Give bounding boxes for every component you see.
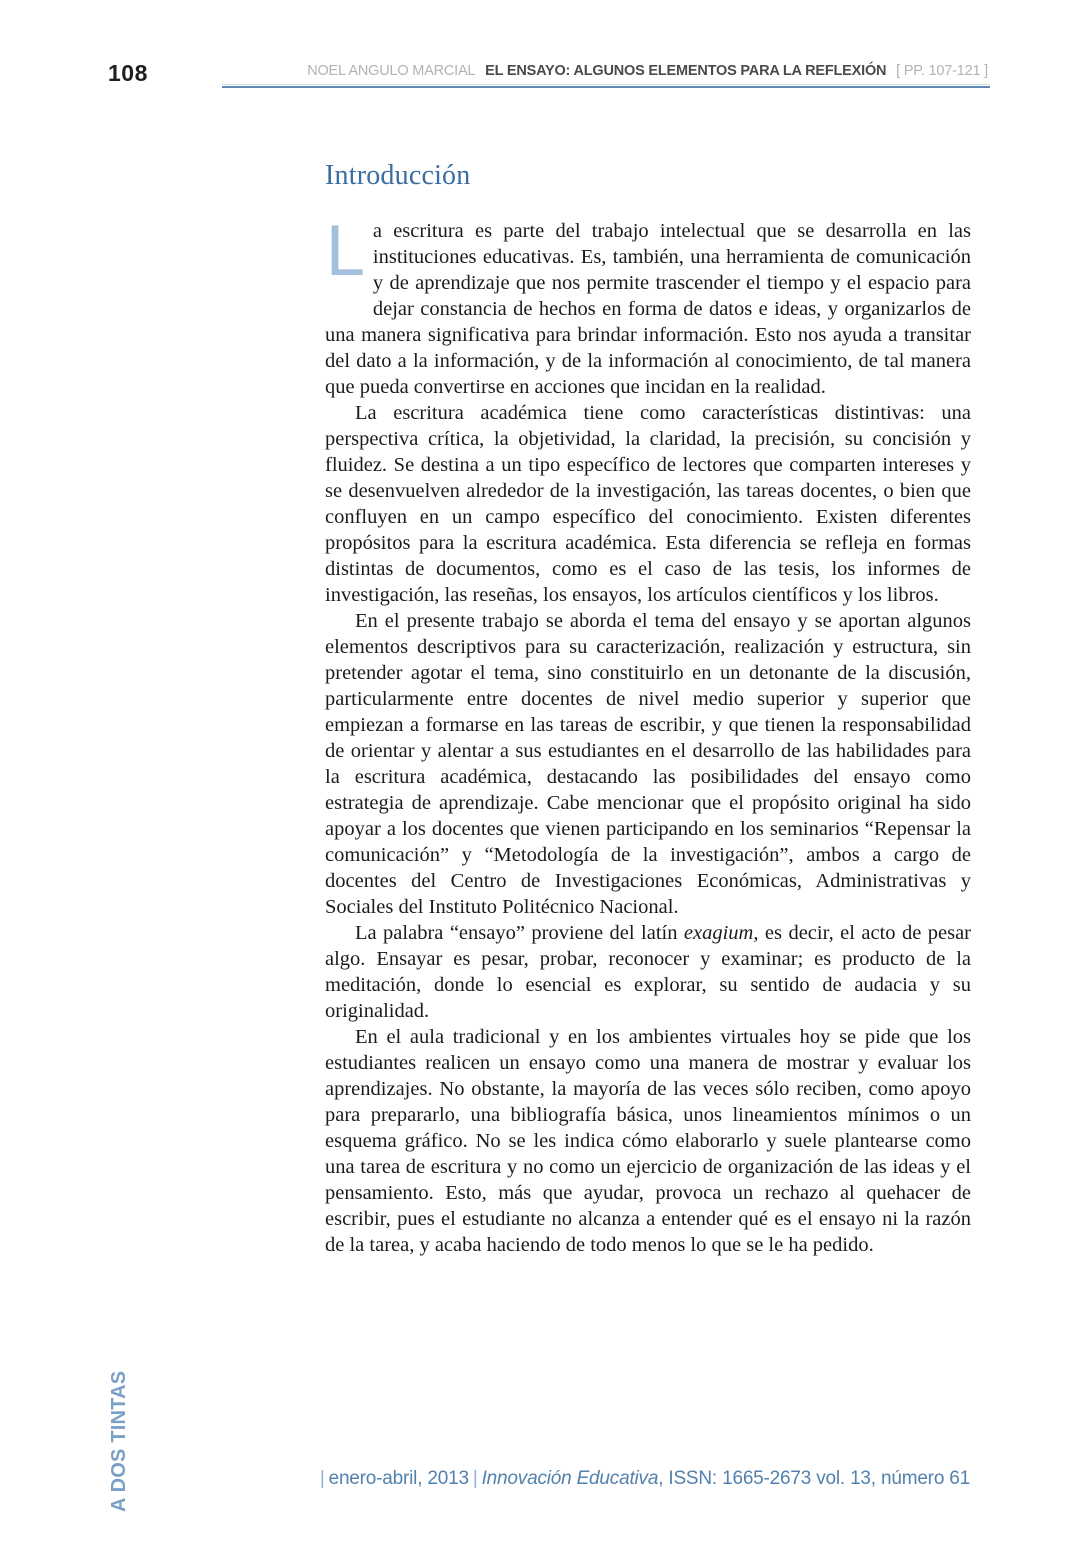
- paragraph-4: [325, 920, 971, 1024]
- paragraph-1: [325, 213, 971, 400]
- paragraph-3: En el presente trabajo se aborda el tema del ensayo y se aportan algunos elementos descriptivos para su caracterización, realización y estructura, sin pretender agotar el tema, sino constituirlo en un detonante de la discusión, particularmente entre docentes de nivel medio superior y superior que empiezan a formarse en las tareas de escribir, y que tienen la responsabilidad de orientar y alentar a sus estudiantes en el desarrollo de las habilidades para la escritura académica, destacando las posibilidades del ensayo como estrategia de aprendizaje. Cabe mencionar que el propósito original ha sido apoyar a los docentes que vienen participando en los seminarios “Repensar la comunicación” y “Metodología de la investigación”, ambos a cargo de docentes del Centro de Investigaciones Económicas, Administrativas y Sociales del Instituto Politécnico Nacional.: [325, 610, 971, 918]
- running-head-title: EL ENSAYO: ALGUNOS ELEMENTOS PARA LA REFLEXIÓN: [485, 63, 887, 79]
- paragraph-1-text: a escritura es parte del trabajo intelectual que se desarrolla en las instituciones educativas. Es, también, una herramienta de comunicación y de aprendizaje que nos permite trascender el tiempo y el espacio para dejar constancia de hechos en forma de datos e ideas, y organizarlos de una manera significativa para brindar información. Esto nos ayuda a transitar del dato a la información, y de la información al conocimiento, de tal manera que pueda convertirse en acciones que incidan en la realidad.: [325, 220, 971, 398]
- paragraph-4-text-before: La palabra “ensayo” proviene del latín: [355, 922, 684, 944]
- paragraph-4-text-after: , es decir, el acto de pesar algo. Ensayar es pesar, probar, reconocer y examinar; es producto de la meditación, donde lo esencial es explorar, su sentido de audacia y su originalidad.: [325, 922, 972, 1022]
- footer-separator: |: [472, 1468, 478, 1489]
- footer-issue: enero-abril, 2013: [328, 1468, 469, 1489]
- running-head-pages: [ PP. 107-121 ]: [896, 63, 988, 79]
- footer-separator: |: [319, 1468, 325, 1489]
- page-number: 108: [108, 60, 148, 86]
- header-rule: [222, 84, 990, 88]
- paragraph-5: En el aula tradicional y en los ambientes virtuales hoy se pide que los estudiantes realicen un ensayo como una manera de mostrar y evaluar los aprendizajes. No obstante, la mayoría de las veces sólo reciben, como apoyo para prepararlo, una bibliografía básica, unos lineamientos mínimos o un esquema gráfico. No se les indica cómo elaborarlo y suele plantearse como una tarea de escritura y no como un ejercicio de organización de las ideas y el pensamiento. Esto, más que ayudar, provoca un rechazo al quehacer de escribir, pues el estudiante no alcanza a entender qué es el ensayo ni la razón de la tarea, y acaba haciendo de todo menos lo que se le ha pedido.: [325, 1026, 971, 1256]
- paragraph-4-latin-term: exagium: [683, 922, 754, 944]
- footer-issn-volume: , ISSN: 1665-2673 vol. 13, número 61: [658, 1468, 970, 1489]
- running-head: [307, 63, 988, 79]
- article-body: [325, 160, 971, 1258]
- section-title: Introducción: [325, 160, 471, 191]
- dropcap-letter: L: [325, 213, 363, 292]
- footer-journal-name: Innovación Educativa: [481, 1468, 659, 1489]
- page-footer: [316, 1468, 970, 1490]
- paragraph-2: La escritura académica tiene como características distintivas: una perspectiva crítica, la objetividad, la claridad, la precisión, su concisión y fluidez. Se destina a un tipo específico de lectores que comparten intereses y se desenvuelven alrededor de la investigación, las tareas docentes, o bien que confluyen en un campo específico del conocimiento. Existen diferentes propósitos para la escritura académica. Esta diferencia se refleja en formas distintas de documentos, como es el caso de las tesis, los informes de investigación, las reseñas, los ensayos, los artículos científicos y los libros.: [325, 402, 971, 606]
- section-label-vertical: A DOS TINTAS: [108, 1370, 130, 1512]
- running-head-author: NOEL ANGULO MARCIAL: [307, 63, 476, 79]
